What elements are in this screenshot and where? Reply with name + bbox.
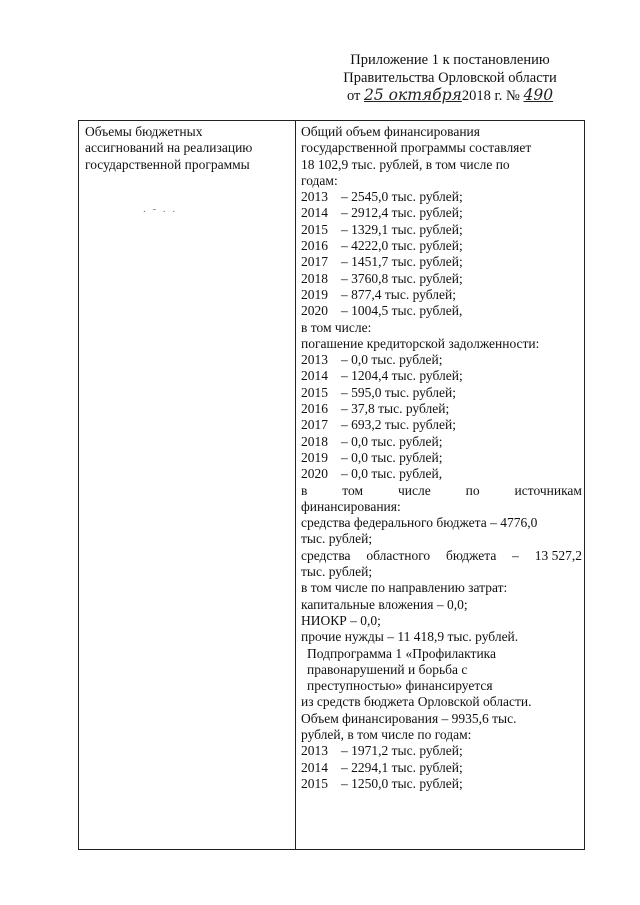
subprogram-line: из средств бюджета Орловской области. <box>301 694 532 710</box>
amount: – 2545,0 тыс. рублей; <box>341 189 463 205</box>
amount: – 3760,8 тыс. рублей; <box>341 270 463 286</box>
year-label: 2013 <box>301 743 328 759</box>
intro-line: Общий объем финансирования <box>301 124 480 139</box>
total-row <box>301 189 582 205</box>
year-label: 2013 <box>301 352 328 368</box>
amount: – 1204,4 тыс. рублей; <box>341 368 463 384</box>
amount: – 1329,1 тыс. рублей; <box>341 221 463 237</box>
word: 13 527,2 <box>534 547 582 563</box>
left-line: ассигнований на реализацию <box>85 140 253 156</box>
left-cell <box>85 124 289 173</box>
regional-line <box>301 548 582 564</box>
header-line-1: Приложение 1 к постановлению <box>350 52 550 68</box>
total-row <box>301 254 582 270</box>
header-line-2: Правительства Орловской области <box>343 69 557 86</box>
word: том <box>342 482 364 498</box>
year-label: 2018 <box>301 433 328 449</box>
column-divider <box>295 121 296 849</box>
other-line: прочие нужды – 11 418,9 тыс. рублей. <box>301 629 519 645</box>
subprogram-line: рублей, в том числе по годам: <box>301 726 472 742</box>
passport-table <box>78 120 585 850</box>
year-label: 2019 <box>301 449 328 465</box>
amount: – 877,4 тыс. рублей; <box>341 286 456 302</box>
regional-line-2: тыс. рублей; <box>301 564 373 580</box>
total-row <box>301 238 582 254</box>
year-label: 2015 <box>301 775 328 791</box>
year-label: 2015 <box>301 221 328 237</box>
word: источникам <box>514 482 582 498</box>
word: по <box>465 482 480 498</box>
year-label: 2016 <box>301 238 328 254</box>
handwritten-date: 25 октября <box>363 86 462 104</box>
year-label: 2020 <box>301 303 328 319</box>
year-label: 2018 <box>301 270 328 286</box>
left-line: государственной программы <box>85 156 250 172</box>
amount: – 1971,2 тыс. рублей; <box>341 743 463 759</box>
right-cell <box>301 124 582 792</box>
year-label: 2014 <box>301 759 328 775</box>
sources-line-2: финансирования: <box>301 498 401 514</box>
subprogram-line: преступностью» финансируется <box>307 678 493 694</box>
total-row <box>301 222 582 238</box>
total-row <box>301 271 582 287</box>
word: – <box>512 547 519 563</box>
word: средства <box>301 547 351 563</box>
year-label: 2017 <box>301 254 328 270</box>
amount: – 37,8 тыс. рублей; <box>341 401 450 417</box>
header-line-3 <box>300 87 600 106</box>
subprogram-line: Подпрограмма 1 «Профилактика <box>307 645 497 661</box>
amount: – 2294,1 тыс. рублей; <box>341 759 463 775</box>
header-year: 2018 г. № <box>461 88 520 104</box>
sources-line <box>301 483 582 499</box>
subprogram-line: Объем финансирования – 9935,6 тыс. <box>301 710 517 726</box>
total-row <box>301 287 582 303</box>
year-label: 2019 <box>301 286 328 302</box>
amount: – 1004,5 тыс. рублей, <box>341 303 463 319</box>
niokr-line: НИОКР – 0,0; <box>301 612 381 628</box>
handwritten-number: 490 <box>523 86 554 104</box>
amount: – 1451,7 тыс. рублей; <box>341 254 463 270</box>
debt-row <box>301 401 582 417</box>
debt-row <box>301 417 582 433</box>
amount: – 2912,4 тыс. рублей; <box>341 205 463 221</box>
federal-line: средства федерального бюджета – 4776,0 <box>301 515 538 531</box>
sub1-row <box>301 743 582 759</box>
year-label: 2020 <box>301 466 328 482</box>
intro-line: 18 102,9 тыс. рублей, в том числе по <box>301 156 510 172</box>
debt-row <box>301 450 582 466</box>
word: числе <box>397 482 431 498</box>
amount: – 1250,0 тыс. рублей; <box>341 775 463 791</box>
subprogram-line: правонарушений и борьба с <box>307 661 468 677</box>
left-line: Объемы бюджетных <box>85 124 203 139</box>
year-label: 2016 <box>301 401 328 417</box>
including-label: в том числе: <box>301 319 372 335</box>
scan-speckles: . - . . <box>143 203 178 215</box>
debt-row <box>301 466 582 482</box>
debt-row <box>301 385 582 401</box>
year-label: 2014 <box>301 205 328 221</box>
amount: – 0,0 тыс. рублей; <box>341 352 443 368</box>
debt-title: погашение кредиторской задолженности: <box>301 335 540 351</box>
debt-row <box>301 434 582 450</box>
federal-line-2: тыс. рублей; <box>301 531 373 547</box>
amount: – 4222,0 тыс. рублей; <box>341 238 463 254</box>
word: бюджета <box>445 547 497 563</box>
sub1-row <box>301 776 582 792</box>
intro-line: годам: <box>301 172 338 188</box>
capital-line: капитальные вложения – 0,0; <box>301 596 468 612</box>
amount: – 693,2 тыс. рублей; <box>341 417 456 433</box>
year-label: 2017 <box>301 417 328 433</box>
intro-line: государственной программы составляет <box>301 140 532 156</box>
amount: – 0,0 тыс. рублей; <box>341 433 443 449</box>
sub1-row <box>301 760 582 776</box>
total-row <box>301 205 582 221</box>
total-row <box>301 303 582 319</box>
debt-row <box>301 352 582 368</box>
amount: – 0,0 тыс. рублей, <box>341 466 443 482</box>
year-label: 2014 <box>301 368 328 384</box>
expenses-title: в том числе по направлению затрат: <box>301 580 508 596</box>
appendix-header <box>300 52 600 106</box>
amount: – 0,0 тыс. рублей; <box>341 449 443 465</box>
debt-row <box>301 368 582 384</box>
amount: – 595,0 тыс. рублей; <box>341 384 456 400</box>
year-label: 2015 <box>301 384 328 400</box>
header-prefix: от <box>346 88 361 104</box>
word: в <box>301 482 308 498</box>
word: областного <box>366 547 431 563</box>
year-label: 2013 <box>301 189 328 205</box>
